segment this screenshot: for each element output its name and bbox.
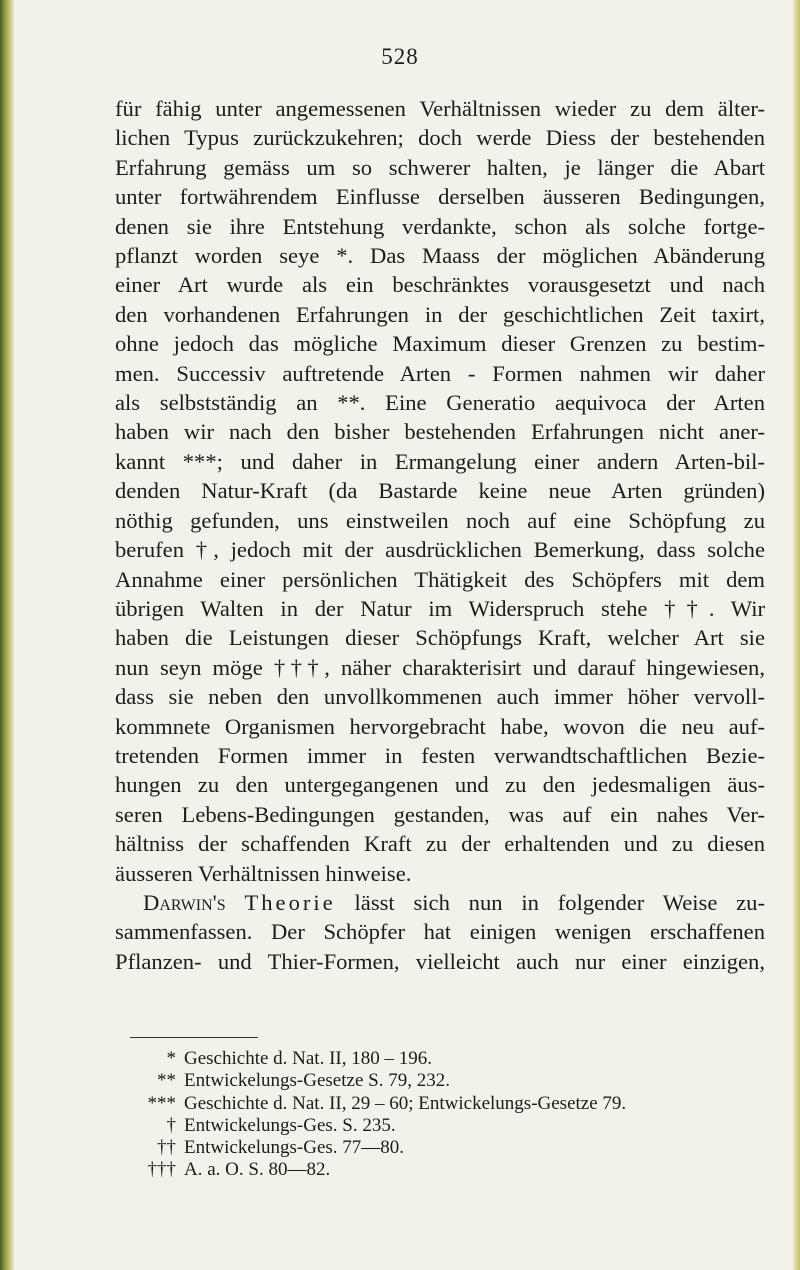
text-line: denen sie ihre Entstehung verdankte, schon als solche fortge- xyxy=(115,213,765,239)
footnote-text: Entwickelungs-Ges. S. 235. xyxy=(184,1114,396,1136)
footnote-mark: ** xyxy=(157,1070,176,1092)
footnote-text: A. a. O. S. 80—82. xyxy=(184,1159,331,1181)
text-line: lichen Typus zurückzukehren; doch werde Diess der bestehenden xyxy=(115,125,765,151)
footnote-mark: ††† xyxy=(147,1159,176,1181)
text-line: tretenden Formen immer in festen verwandtschaftlichen Bezie- xyxy=(115,742,765,768)
footnote xyxy=(140,1115,780,1137)
text-line: men. Successiv auftretende Arten - Formen nahmen wir daher xyxy=(115,360,765,386)
text-line: Pflanzen- und Thier-Formen, vielleicht auch nur einer einzigen, xyxy=(115,948,765,974)
text-line: Annahme einer persönlichen Thätigkeit des Schöpfers mit dem xyxy=(115,566,765,592)
body-text xyxy=(115,94,765,976)
footnote-text: Entwickelungs-Gesetze S. 79, 232. xyxy=(184,1070,450,1092)
footnote-mark: † xyxy=(166,1114,176,1136)
page-number: 528 xyxy=(381,44,419,69)
text-line: haben die Leistungen dieser Schöpfungs Kraft, welcher Art sie xyxy=(115,625,765,651)
footnote xyxy=(140,1070,780,1092)
text-line: unter fortwährendem Einflusse derselben äusseren Bedingungen, xyxy=(115,184,765,210)
text-line: als selbstständig an **. Eine Generatio aequivoca der Arten xyxy=(115,390,765,416)
footnote xyxy=(140,1137,780,1159)
text-line: übrigen Walten in der Natur im Widerspruch stehe ††. Wir xyxy=(115,595,765,621)
footnote-mark: †† xyxy=(157,1137,176,1159)
footnote-separator xyxy=(130,1037,258,1038)
text-line: ohne jedoch das mögliche Maximum dieser Grenzen zu bestim- xyxy=(115,331,765,357)
footnote-mark: * xyxy=(166,1048,176,1069)
text-line: hältniss der schaffenden Kraft zu der erhaltenden und zu diesen xyxy=(115,831,765,857)
text-line: den vorhandenen Erfahrungen in der geschichtlichen Zeit taxirt, xyxy=(115,301,765,327)
text-line: sammenfassen. Der Schöpfer hat einigen wenigen erschaffenen xyxy=(115,919,765,945)
footnote xyxy=(140,1093,780,1115)
text-line: Erfahrung gemäss um so schwerer halten, je länger die Abart xyxy=(115,154,765,180)
text-line: denden Natur-Kraft (da Bastarde keine neue Arten gründen) xyxy=(115,478,765,504)
footnote-mark: *** xyxy=(147,1092,176,1114)
footnotes xyxy=(140,1048,780,1182)
text-line: pflanzt worden seye *. Das Maass der möglichen Abänderung xyxy=(115,243,765,269)
footnote-text: Geschichte d. Nat. II, 29 – 60; Entwickelungs-Gesetze 79. xyxy=(184,1092,627,1114)
text-line: nun seyn möge †††, näher charakterisirt und darauf hingewiesen, xyxy=(115,654,765,680)
text-line: dass sie neben den unvollkommenen auch immer höher vervoll- xyxy=(115,684,765,710)
page-edge-right xyxy=(792,0,800,1270)
footnote xyxy=(140,1159,780,1181)
footnote-text: Entwickelungs-Ges. 77—80. xyxy=(184,1137,405,1159)
text-line: hungen zu den untergegangenen und zu den jedesmaligen äus- xyxy=(115,772,765,798)
text-line: haben wir nach den bisher bestehenden Erfahrungen nicht aner- xyxy=(115,419,765,445)
text-fragment: lässt sich nun in folgender Weise zu- xyxy=(354,889,765,915)
footnote xyxy=(140,1048,780,1070)
page-edge-left xyxy=(0,0,14,1270)
text-line: berufen †, jedoch mit der ausdrücklichen Bemerkung, dass solche xyxy=(115,537,765,563)
theory-term: Theorie xyxy=(244,889,336,915)
text-line: seren Lebens-Bedingungen gestanden, was auf ein nahes Ver- xyxy=(115,801,765,827)
text-line: nöthig gefunden, uns einstweilen noch auf eine Schöpfung zu xyxy=(115,507,765,533)
text-line: einer Art wurde als ein beschränktes vorausgesetzt und nach xyxy=(115,272,765,298)
footnote-text: Geschichte d. Nat. II, 180 – 196. xyxy=(184,1048,432,1069)
paragraph-2-first-line xyxy=(115,888,765,917)
text-line: äusseren Verhältnissen hinweise. xyxy=(115,860,412,886)
text-line: kannt ***; und daher in Ermangelung einer andern Arten-bil- xyxy=(115,448,765,474)
text-line: kommnete Organismen hervorgebracht habe, wovon die neu auf- xyxy=(115,713,765,739)
author-name: Darwin's xyxy=(143,889,226,915)
text-line: für fähig unter angemessenen Verhältnissen wieder zu dem älter- xyxy=(115,96,765,121)
